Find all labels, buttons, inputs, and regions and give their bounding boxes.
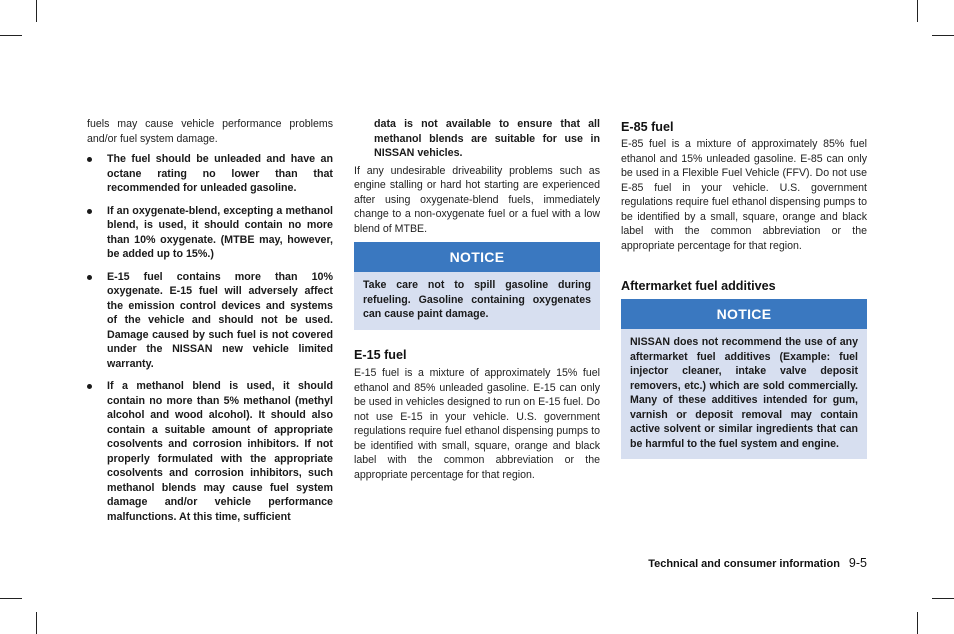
crop-mark [36,612,37,634]
crop-mark [36,0,37,22]
section-title: Technical and consumer information [648,558,840,570]
driveability-paragraph: If any undesirable driveability problems such as engine stalling or hard hot starting are experienced after using oxygenate-blend fuels, immediately change to a non-oxygenate fuel or a fuel with a low blend of MTBE. [354,164,600,235]
page-footer [648,556,867,570]
list-item: If an oxygenate-blend, excepting a methanol blend, is used, it should contain no more than 10% oxygenate. (MTBE may, however, be added up to 15%.) [87,204,333,262]
e85-heading: E-85 fuel [621,120,674,134]
e85-paragraph: E-85 fuel is a mixture of approximately 85% fuel ethanol and 15% unleaded gasoline. E-85 can only be used in a Flexible Fuel Vehicle (FFV). Do not use E-85 fuel in your vehicle. U.S. government regulations require fuel ethanol dispensing pumps to be identified by a small, square, orange and black label with the common abbreviation or the appropriate percentage for that region. [621,138,867,252]
aftermarket-section [621,278,867,294]
bullet-icon [87,275,92,280]
aftermarket-heading: Aftermarket fuel additives [621,279,776,293]
crop-mark [0,598,22,599]
fuel-requirements-list [87,152,333,524]
page-number: 9-5 [848,556,867,570]
list-item: The fuel should be unleaded and have an octane rating no lower than that recommended for unleaded gasoline. [87,152,333,196]
crop-mark [0,35,22,36]
list-item: If a methanol blend is used, it should contain no more than 5% methanol (methyl alcohol and wood alcohol). It should also contain a suitable amount of appropriate cosolvents and corrosion inhibitors. If not properly formulated with the appropriate cosolvents and corrosion inhibitors, such methanol blends may cause fuel system damage and/or vehicle performance malfunctions. At this time, sufficient [87,379,333,524]
crop-mark [932,35,954,36]
e15-section [354,347,600,482]
notice-box-additives [621,299,867,459]
middle-column [354,117,600,236]
list-item: E-15 fuel contains more than 10% oxygenate. E-15 fuel will adversely affect the emission control devices and systems of the vehicle and should not be used. Damage caused by such fuel is not covered under the NISSAN new vehicle limited warranty. [87,270,333,372]
left-column [87,117,333,532]
crop-mark [932,598,954,599]
notice-box-paint [354,242,600,330]
e15-paragraph: E-15 fuel is a mixture of approximately 15% fuel ethanol and 85% unleaded gasoline. E-15 can only be used in vehicles designed to run on E-15 fuel. Do not use E-15 in your vehicle. U.S. government regulations require fuel ethanol dispensing pumps to be identified with small, square, orange and black label with the common abbreviation or the appropriate percentage for that region. [354,367,600,481]
notice-title: NOTICE [621,299,867,329]
bullet-icon [87,157,92,162]
e85-section [621,119,867,253]
notice-text: Take care not to spill gasoline during refueling. Gasoline containing oxygenates can cause paint damage. [363,279,591,320]
e15-heading: E-15 fuel [354,348,407,362]
crop-mark [917,612,918,634]
crop-mark [917,0,918,22]
notice-title: NOTICE [354,242,600,272]
bullet-icon [87,209,92,214]
continued-bullet-text: data is not available to ensure that all methanol blends are suitable for use in NISSAN vehicles. [374,118,600,159]
bullet-icon [87,384,92,389]
notice-text: NISSAN does not recommend the use of any aftermarket fuel additives (Example: fuel injector cleaner, intake valve deposit removers, etc.) which are sold commercially. Many of these additives intended for gum, varnish or deposit removal may contain active solvent or similar ingredients that can be harmful to the fuel system and engine. [630,336,858,450]
intro-paragraph: fuels may cause vehicle performance problems and/or fuel system damage. [87,118,333,145]
